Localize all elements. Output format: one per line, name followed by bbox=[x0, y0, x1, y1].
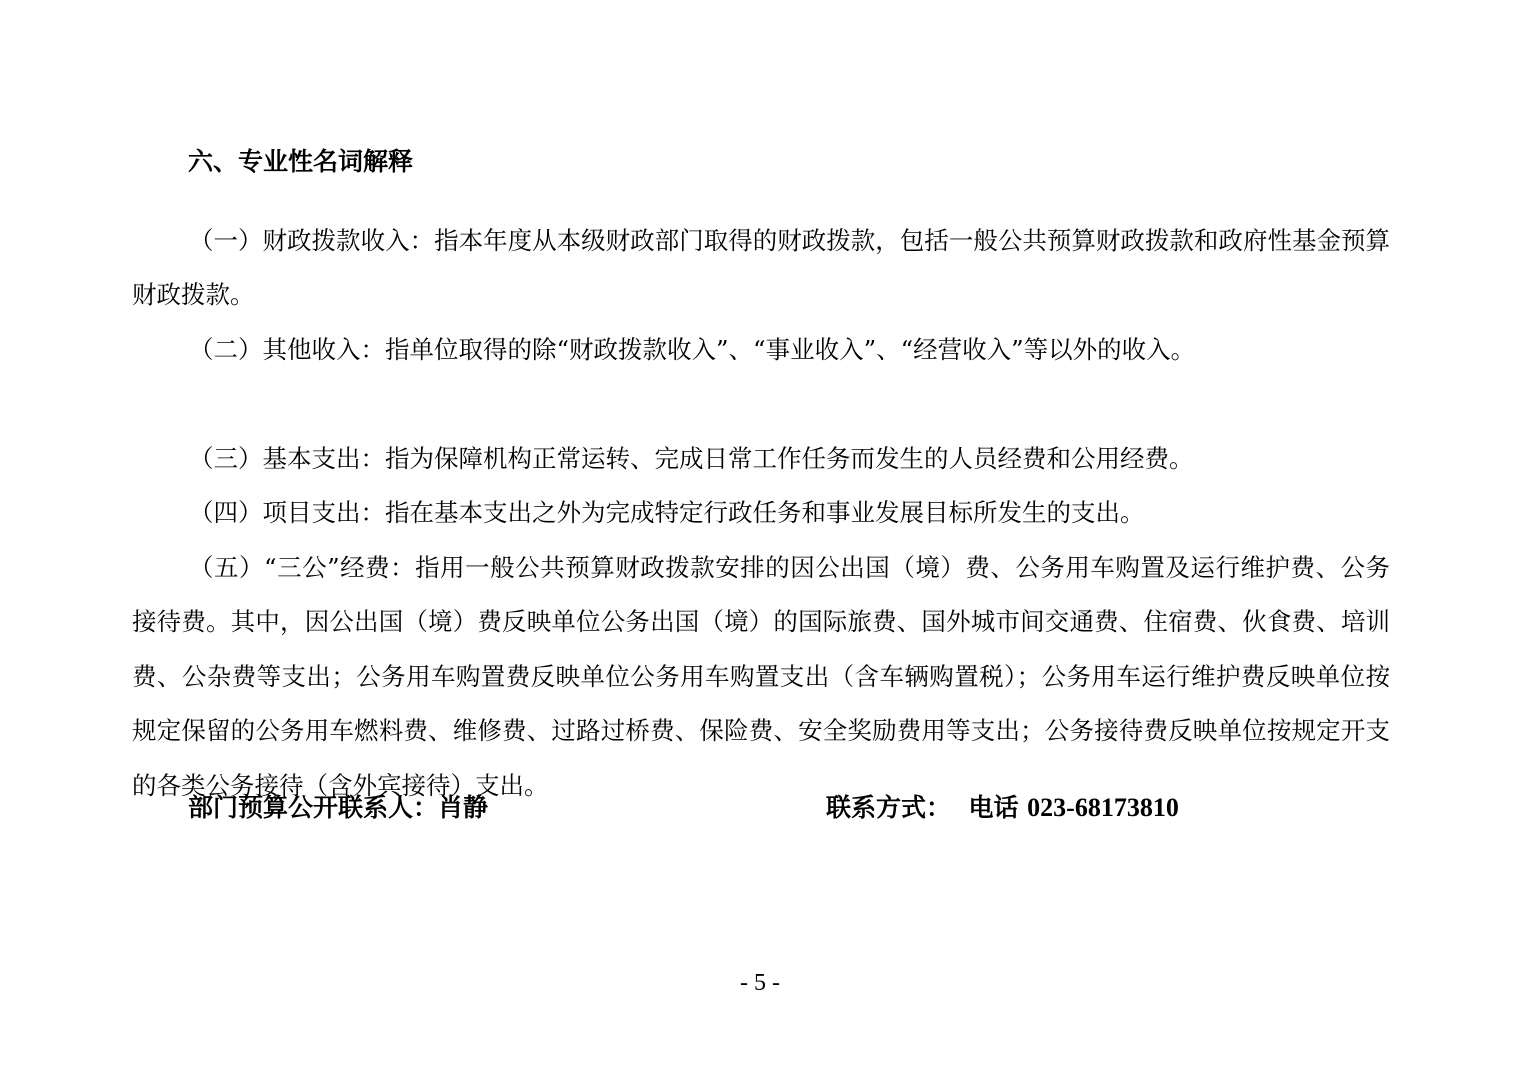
paragraph-basic-expenditure: （三）基本支出：指为保障机构正常运转、完成日常工作任务而发生的人员经费和公用经费。 bbox=[189, 443, 1194, 473]
section-heading: 六、专业性名词解释 bbox=[188, 147, 414, 176]
paragraph-other-income: （二）其他收入：指单位取得的除“财政拨款收入”、“事业收入”、“经营收入”等以外的收入。 bbox=[189, 334, 1196, 364]
contact-method-label: 联系方式： bbox=[826, 793, 952, 822]
page-number: - 5 - bbox=[740, 970, 780, 996]
phone-number: 023-68173810 bbox=[1027, 793, 1179, 822]
paragraph-fiscal-appropriation-income: （一）财政拨款收入：指本年度从本级财政部门取得的财政拨款，包括一般公共预算财政拨款和政府性基金预算财政拨款。 bbox=[132, 225, 1390, 309]
paragraph-project-expenditure: （四）项目支出：指在基本支出之外为完成特定行政任务和事业发展目标所发生的支出。 bbox=[189, 497, 1145, 527]
contact-person-label: 部门预算公开联系人：肖静 bbox=[188, 793, 489, 822]
phone-prefix: 电话 bbox=[968, 793, 1019, 822]
contact-method bbox=[826, 790, 1179, 826]
paragraph-three-public-expenses: （五）“三公”经费：指用一般公共预算财政拨款安排的因公出国（境）费、公务用车购置及运行维护费、公务接待费。其中，因公出国（境）费反映单位公务出国（境）的国际旅费、国外城市间交通费、住宿费、伙食费、培训费、公杂费等支出；公务用车购置费反映单位公务用车购置支出（含车辆购置税）；公务用车运行维护费反映单位按规定保留的公务用车燃料费、维修费、过路过桥费、保险费、安全奖励费用等支出；公务接待费反映单位按规定开支的各类公务接待（含外宾接待）支出。 bbox=[132, 552, 1390, 800]
